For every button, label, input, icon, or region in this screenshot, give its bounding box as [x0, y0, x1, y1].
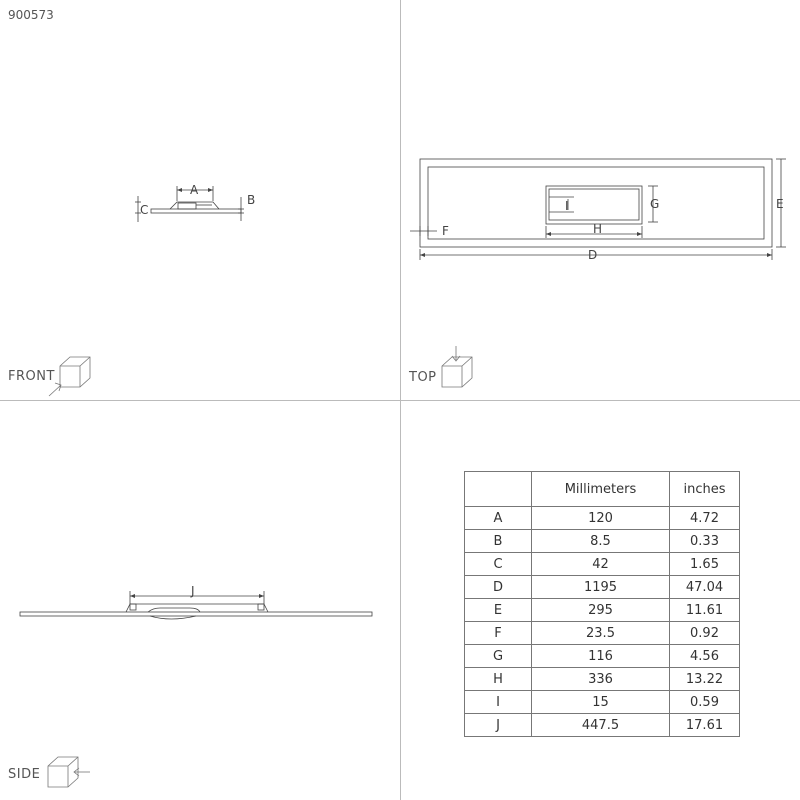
side-view-cube-icon [48, 757, 90, 787]
row-inches: 1.65 [670, 553, 740, 576]
top-view-cube-icon [442, 346, 472, 387]
row-inches: 13.22 [670, 668, 740, 691]
table-row [465, 599, 740, 622]
row-inches: 0.59 [670, 691, 740, 714]
dim-label-b: B [247, 193, 256, 207]
row-letter: B [465, 530, 532, 553]
header-millimeters: Millimeters [532, 472, 670, 507]
row-mm: 8.5 [532, 530, 670, 553]
table-row [465, 576, 740, 599]
header-inches: inches [670, 472, 740, 507]
row-inches: 47.04 [670, 576, 740, 599]
dim-label-f: F [442, 224, 449, 238]
dimensions-table [464, 471, 740, 737]
row-letter: H [465, 668, 532, 691]
row-inches: 0.33 [670, 530, 740, 553]
row-mm: 15 [532, 691, 670, 714]
row-mm: 120 [532, 507, 670, 530]
row-mm: 116 [532, 645, 670, 668]
row-letter: G [465, 645, 532, 668]
dim-label-e: E [776, 197, 784, 211]
row-letter: J [465, 714, 532, 737]
product-code: 900573 [8, 8, 54, 22]
table-row [465, 530, 740, 553]
dim-label-j: J [191, 584, 195, 598]
view-label-side: SIDE [8, 767, 41, 782]
row-mm: 447.5 [532, 714, 670, 737]
table-header-row [465, 472, 740, 507]
dim-label-i: I [565, 199, 569, 213]
table-row [465, 714, 740, 737]
row-mm: 42 [532, 553, 670, 576]
front-view-cube-icon [49, 357, 90, 396]
dim-label-h: H [593, 222, 603, 236]
header-letter [465, 472, 532, 507]
table-row [465, 507, 740, 530]
row-inches: 11.61 [670, 599, 740, 622]
table-row [465, 553, 740, 576]
side-view-drawing [20, 591, 372, 619]
view-label-top: TOP [409, 370, 437, 385]
row-letter: A [465, 507, 532, 530]
row-inches: 4.56 [670, 645, 740, 668]
dim-label-d: D [588, 248, 598, 262]
table-row [465, 622, 740, 645]
row-letter: F [465, 622, 532, 645]
view-label-front: FRONT [8, 369, 55, 384]
row-letter: I [465, 691, 532, 714]
row-letter: D [465, 576, 532, 599]
row-inches: 17.61 [670, 714, 740, 737]
row-mm: 1195 [532, 576, 670, 599]
row-mm: 336 [532, 668, 670, 691]
row-mm: 23.5 [532, 622, 670, 645]
row-inches: 4.72 [670, 507, 740, 530]
row-letter: C [465, 553, 532, 576]
row-letter: E [465, 599, 532, 622]
dim-label-c: C [140, 203, 149, 217]
row-inches: 0.92 [670, 622, 740, 645]
table-row [465, 691, 740, 714]
table-row [465, 668, 740, 691]
top-view-drawing [410, 159, 786, 260]
table-row [465, 645, 740, 668]
dim-label-a: A [190, 183, 199, 197]
row-mm: 295 [532, 599, 670, 622]
dim-label-g: G [650, 197, 660, 211]
